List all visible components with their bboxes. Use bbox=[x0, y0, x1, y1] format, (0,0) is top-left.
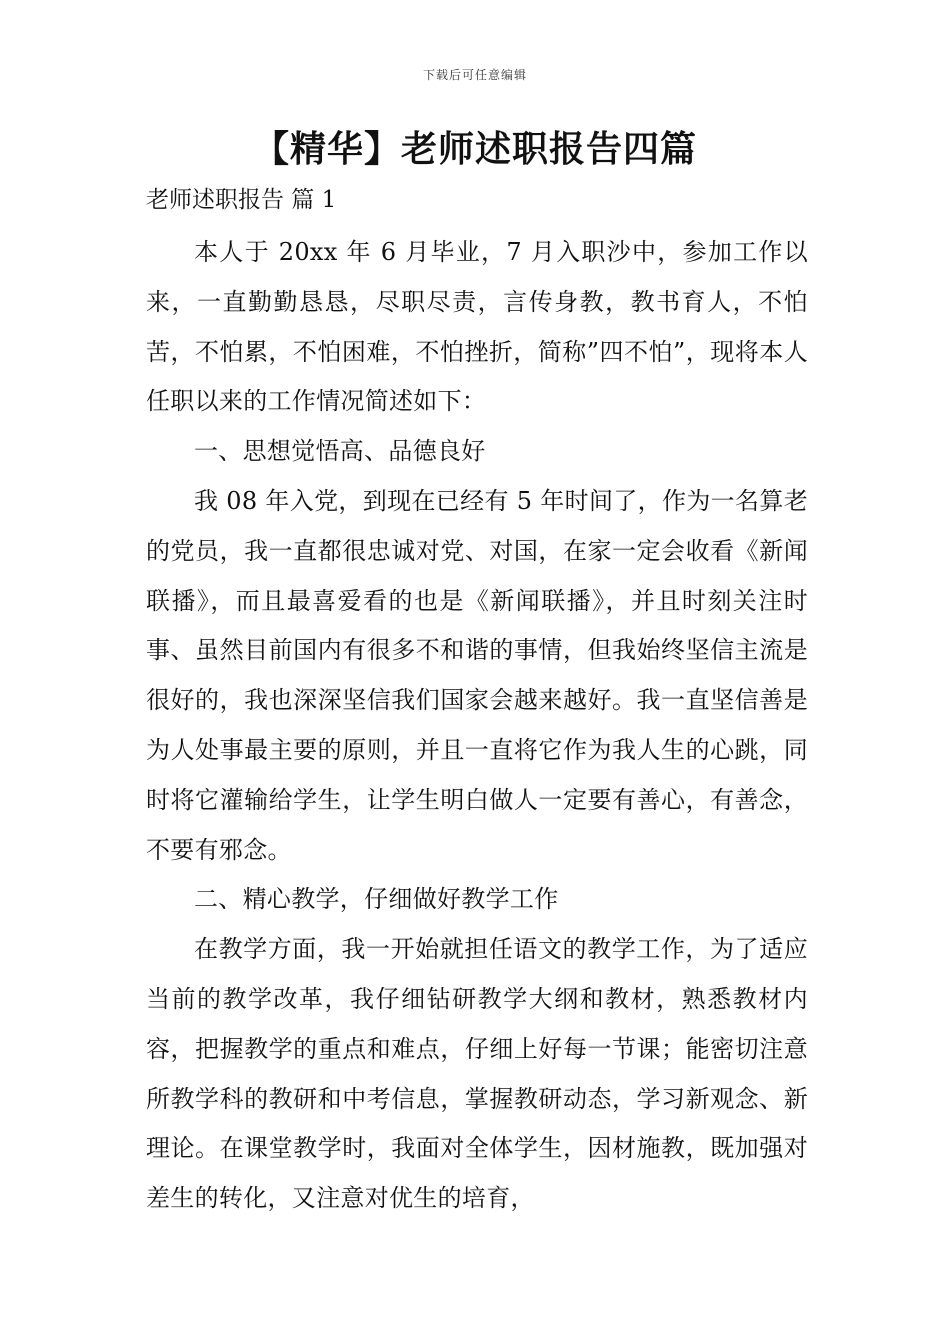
document-body bbox=[146, 228, 808, 1224]
document-title: 【精华】老师述职报告四篇 bbox=[252, 129, 697, 170]
header-note: 下载后可任意编辑 bbox=[422, 68, 527, 82]
paragraph-teaching: 在教学方面，我一开始就担任语文的教学工作，为了适应当前的教学改革，我仔细钻研教学大纲和教材，熟悉教材内容，把握教学的重点和难点，仔细上好每一节课；能密切注意所教学科的教研和中考信息，掌握教研动态，学习新观念、新理论。在课堂教学时，我面对全体学生，因材施教，既加强对差生的转化，又注意对优生的培育， bbox=[146, 935, 808, 1213]
paragraph-intro: 本人于 20xx 年 6 月毕业，7 月入职沙中，参加工作以来，一直勤勤恳恳，尽职尽责，言传身教，教书育人，不怕苦，不怕累，不怕困难，不怕挫折，简称”四不怕”，现将本人任职以来的工作情况简述如下： bbox=[146, 238, 808, 416]
paragraph-ideology: 我 08 年入党，到现在已经有 5 年时间了，作为一名算老的党员，我一直都很忠诚对党、对国，在家一定会收看《新闻联播》，而且最喜爱看的也是《新闻联播》，并且时刻关注时事、虽然目前国内有很多不和谐的事情，但我始终坚信主流是很好的，我也深深坚信我们国家会越来越好。我一直坚信善是为人处事最主要的原则，并且一直将它作为我人生的心跳，同时将它灌输给学生，让学生明白做人一定要有善心，有善念，不要有邪念。 bbox=[146, 486, 808, 864]
subheading-teaching: 二、精心教学，仔细做好教学工作 bbox=[194, 885, 559, 914]
section-heading: 老师述职报告 篇 1 bbox=[146, 187, 337, 213]
subheading-ideology: 一、思想觉悟高、品德良好 bbox=[194, 437, 486, 466]
